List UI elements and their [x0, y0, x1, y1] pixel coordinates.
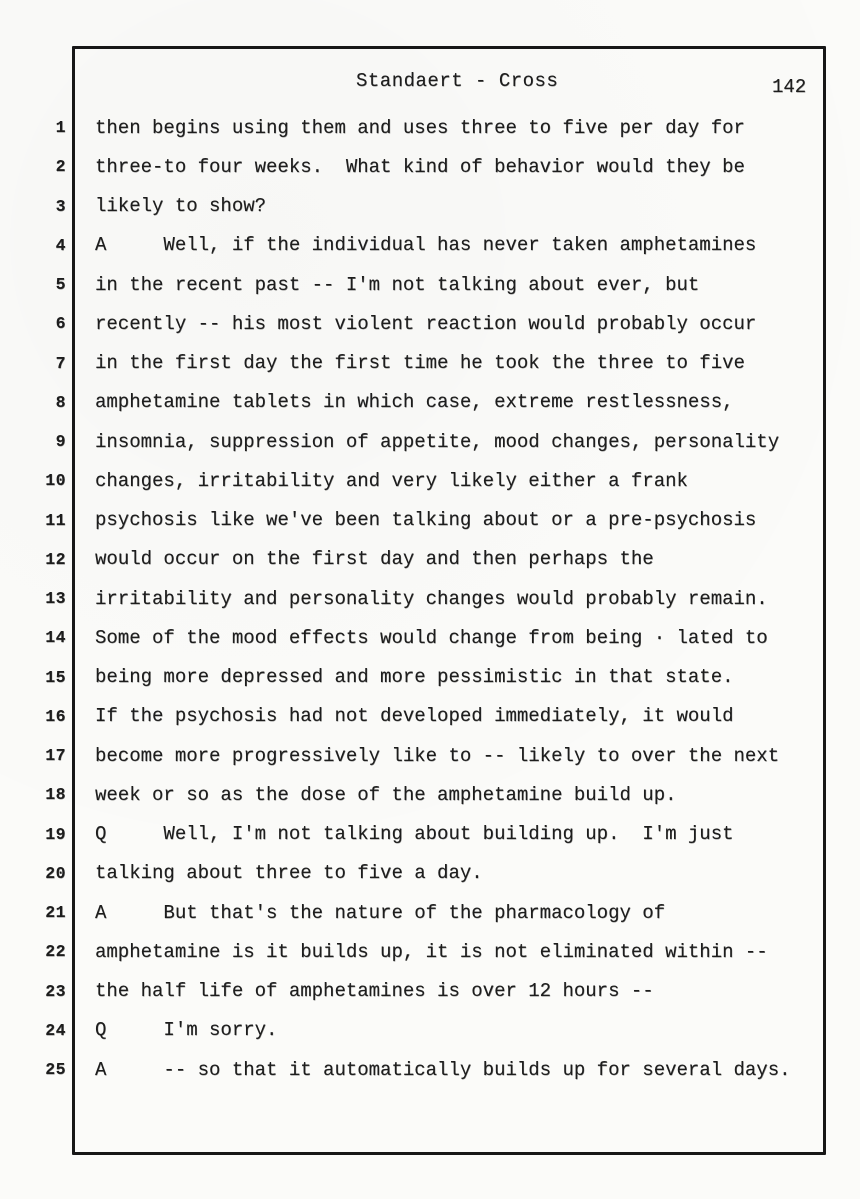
transcript-line: [26, 187, 836, 226]
line-text: being more depressed and more pessimistic in that state.: [95, 666, 734, 689]
transcript-line: [26, 815, 836, 854]
line-number: 3: [55, 196, 66, 216]
transcript-line: [26, 579, 836, 618]
line-number: 16: [45, 706, 66, 726]
line-text: week or so as the dose of the amphetamine build up.: [95, 783, 677, 806]
line-number: 19: [45, 824, 66, 844]
line-number: 5: [55, 275, 66, 295]
line-number: 12: [45, 549, 66, 569]
transcript-line: [26, 854, 836, 893]
line-number: 18: [45, 785, 66, 805]
line-text: talking about three to five a day.: [95, 862, 483, 885]
line-number: 2: [55, 157, 66, 177]
header-title: Standaert - Cross: [356, 70, 559, 92]
line-text: recently -- his most violent reaction would probably occur: [95, 312, 757, 335]
line-number: 11: [45, 510, 66, 530]
line-number: 25: [45, 1060, 66, 1080]
line-number: 4: [55, 235, 66, 255]
line-number: 21: [45, 903, 66, 923]
line-text: If the psychosis had not developed immediately, it would: [95, 705, 734, 728]
line-number: 9: [55, 432, 66, 452]
transcript-line: [26, 736, 836, 775]
line-number: 20: [45, 863, 66, 883]
transcript-line: [26, 1011, 836, 1050]
line-text: Q Well, I'm not talking about building up. I'm just: [95, 823, 734, 846]
transcript-line: [26, 147, 836, 186]
line-number: 8: [55, 392, 66, 412]
line-text: in the first day the first time he took the three to five: [95, 352, 745, 375]
transcript-line: [26, 697, 836, 736]
line-text: three-to four weeks. What kind of behavior would they be: [95, 155, 745, 178]
line-text: the half life of amphetamines is over 12 hours --: [95, 980, 654, 1003]
transcript-line: [26, 383, 836, 422]
line-text: become more progressively like to -- likely to over the next: [95, 744, 780, 767]
transcript-line: [26, 344, 836, 383]
transcript-line: [26, 108, 836, 147]
transcript-line: [26, 893, 836, 932]
line-text: likely to show?: [95, 195, 267, 218]
transcript-line: [26, 461, 836, 500]
line-text: psychosis like we've been talking about or a pre-psychosis: [95, 509, 757, 532]
line-number: 24: [45, 1020, 66, 1040]
line-number: 14: [45, 628, 66, 648]
line-number: 7: [55, 353, 66, 373]
line-text: Some of the mood effects would change from being · lated to: [95, 626, 768, 649]
page-number: 142: [772, 76, 807, 98]
line-number: 15: [45, 667, 66, 687]
line-number: 23: [45, 981, 66, 1001]
line-number: 6: [55, 314, 66, 334]
line-text: A -- so that it automatically builds up for several days.: [95, 1058, 791, 1081]
transcript-line: [26, 775, 836, 814]
line-number: 10: [45, 471, 66, 491]
transcript-line: [26, 1050, 836, 1089]
line-text: then begins using them and uses three to five per day for: [95, 116, 745, 139]
line-text: changes, irritability and very likely either a frank: [95, 469, 688, 492]
transcript-line: [26, 501, 836, 540]
transcript-line: [26, 304, 836, 343]
transcript-line: [26, 540, 836, 579]
line-text: would occur on the first day and then perhaps the: [95, 548, 654, 571]
line-text: amphetamine is it builds up, it is not eliminated within --: [95, 940, 768, 963]
transcript-line: [26, 226, 836, 265]
transcript-line: [26, 422, 836, 461]
line-text: A Well, if the individual has never taken amphetamines: [95, 234, 757, 257]
transcript-lines: [26, 108, 836, 1089]
line-text: Q I'm sorry.: [95, 1019, 278, 1042]
transcript-line: [26, 265, 836, 304]
transcript-line: [26, 658, 836, 697]
line-number: 22: [45, 942, 66, 962]
line-text: A But that's the nature of the pharmacology of: [95, 901, 666, 924]
line-text: in the recent past -- I'm not talking about ever, but: [95, 273, 700, 296]
line-text: amphetamine tablets in which case, extreme restlessness,: [95, 391, 734, 414]
line-text: insomnia, suppression of appetite, mood changes, personality: [95, 430, 780, 453]
transcript-line: [26, 972, 836, 1011]
transcript-line: [26, 618, 836, 657]
line-text: irritability and personality changes would probably remain.: [95, 587, 768, 610]
line-number: 13: [45, 589, 66, 609]
transcript-line: [26, 932, 836, 971]
line-number: 17: [45, 746, 66, 766]
line-number: 1: [55, 118, 66, 138]
